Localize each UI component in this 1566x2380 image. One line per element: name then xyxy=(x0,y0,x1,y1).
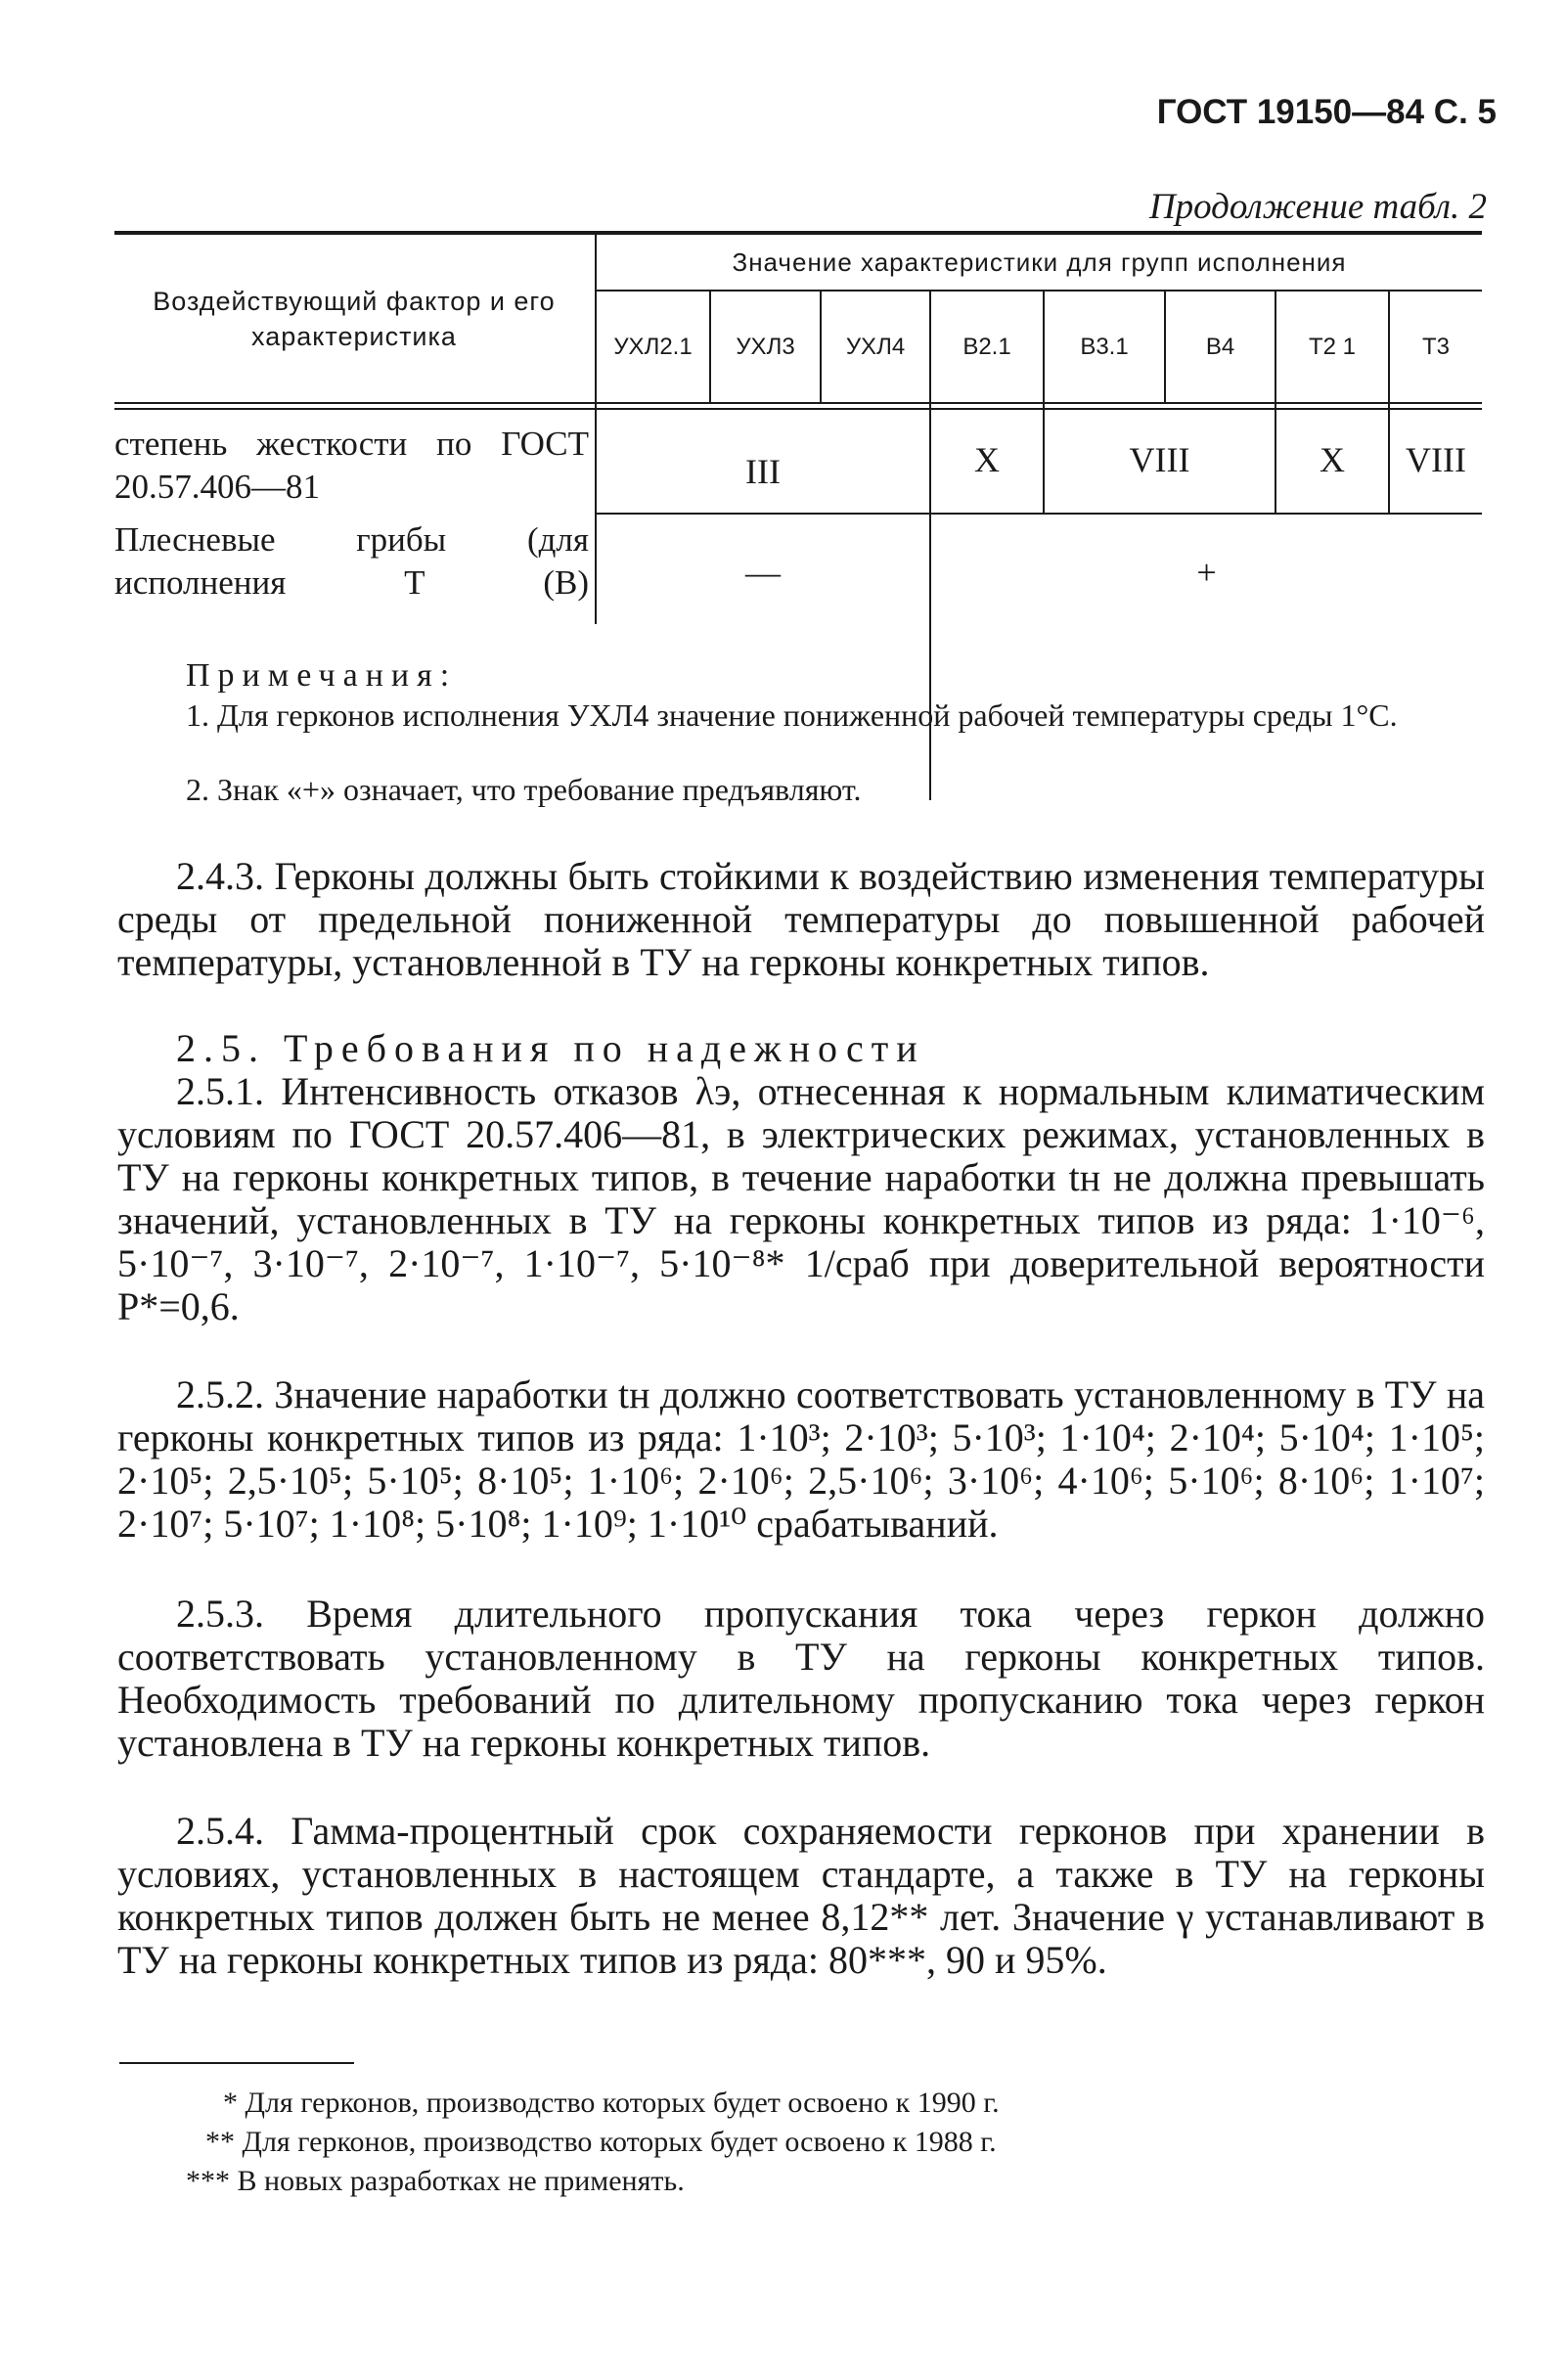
group-header: Т2 1 xyxy=(1308,333,1357,360)
note-item: 2. Знак «+» означает, что требование предъявляют. xyxy=(186,772,862,807)
page-header: ГОСТ 19150—84 С. 5 xyxy=(1156,93,1497,131)
row-label: степень жесткости по ГОСТ 20.57.406—81 xyxy=(114,425,589,506)
group-header: В2.1 xyxy=(962,333,1011,360)
table-cell: — xyxy=(745,553,781,592)
group-header: В4 xyxy=(1205,333,1235,360)
value-header: Значение характеристики для групп исполнения xyxy=(732,247,1347,277)
paragraph-2-5-4: 2.5.4. Гамма-процентный срок сохраняемости герконов при хранении в условиях, установленных в настоящем стандарте, а также в ТУ на герконы конкретных типов должен быть не менее 8,12** лет. Значение γ устанавливают в ТУ на герконы конкретных типов из ряда: 80***, 90 и 95%. xyxy=(117,1809,1485,1982)
table-cell: + xyxy=(1196,553,1217,592)
paragraph-2-5-2: 2.5.2. Значение наработки tн должно соответствовать установленному в ТУ на герконы конкретных типов из ряда: 1·10³; 2·10³; 5·10³; 1·10⁴; 2·10⁴; 5·10⁴; 1·10⁵; 2·10⁵; 2,5·10⁵; 5·10⁵; 8·10⁵; 1·10⁶; 2·10⁶; 2,5·10⁶; 3·10⁶; 4·10⁶; 5·10⁶; 8·10⁶; 1·10⁷; 2·10⁷; 5·10⁷; 1·10⁸; 5·10⁸; 1·10⁹; 1·10¹⁰ срабатываний. xyxy=(117,1372,1485,1546)
paragraph-2-5-3: 2.5.3. Время длительного пропускания тока через геркон должно соответствовать установленному в ТУ на герконы конкретных типов. Необходимость требований по длительному пропусканию тока через геркон установлена в ТУ на герконы конкретных типов. xyxy=(117,1592,1485,1765)
paragraph-2-5-1: 2.5.1. Интенсивность отказов λэ, отнесенная к нормальным климатическим условиям по ГОСТ 20.57.406—81, в электрических режимах, установленных в ТУ на герконы конкретных типов, в течение наработки tн не должна превышать значений, установленных в ТУ на герконы конкретных типов из ряда: 1·10⁻⁶, 5·10⁻⁷, 3·10⁻⁷, 2·10⁻⁷, 1·10⁻⁷, 5·10⁻⁸* 1/сраб при доверительной вероятности P*=0,6. xyxy=(117,1069,1485,1328)
group-header: УХЛ3 xyxy=(736,333,795,360)
note-item: 1. Для герконов исполнения УХЛ4 значение пониженной рабочей температуры среды 1°С. xyxy=(186,697,1398,733)
table-cell: X xyxy=(1320,440,1345,479)
factor-header: Воздействующий фактор и его характеристика xyxy=(153,286,556,351)
table-cell: VIII xyxy=(1129,440,1190,479)
group-header: УХЛ2.1 xyxy=(613,333,693,360)
group-header: Т3 xyxy=(1421,333,1450,360)
group-header: УХЛ4 xyxy=(845,333,906,360)
table-cell: VIII xyxy=(1406,440,1466,479)
row-label: Плесневые грибы (для исполнения Т (В) xyxy=(114,520,589,602)
footnote: ** Для герконов, производство которых будет освоено к 1988 г. xyxy=(205,2126,997,2158)
footnote-separator xyxy=(119,2062,354,2064)
group-header: В3.1 xyxy=(1080,333,1129,360)
footnote: *** В новых разработках не применять. xyxy=(186,2165,685,2197)
paragraph-2-4-3: 2.4.3. Герконы должны быть стойкими к воздействию изменения температуры среды от предельной пониженной температуры до повышенной рабочей температуры, установленной в ТУ на герконы конкретных типов. xyxy=(117,854,1485,984)
notes-title: Примечания: xyxy=(186,657,458,694)
table-continuation-label: Продолжение табл. 2 xyxy=(1148,187,1487,227)
footnote: * Для герконов, производство которых будет освоено к 1990 г. xyxy=(223,2087,1000,2119)
section-2-5-title: 2.5. Требования по надежности xyxy=(176,1026,925,1070)
table-cell: X xyxy=(974,440,1000,479)
table-cell: III xyxy=(745,452,781,491)
